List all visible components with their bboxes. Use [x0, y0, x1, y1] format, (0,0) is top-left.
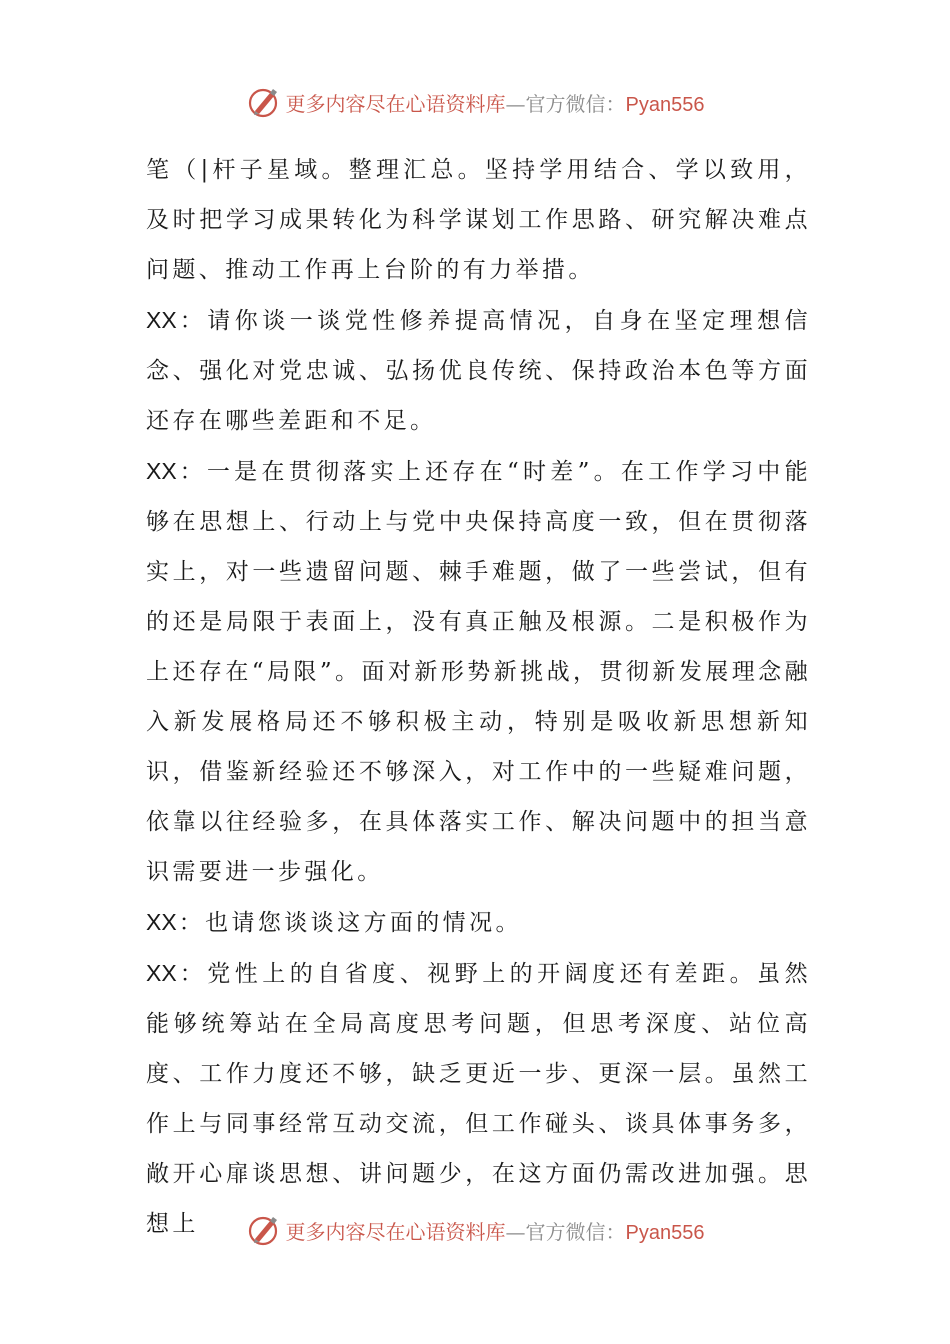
- speaker-label: XX: [146, 458, 177, 484]
- banner-wechat-id: Pyan556: [625, 93, 705, 116]
- speaker-label: XX: [146, 307, 177, 333]
- paragraph: [146, 145, 811, 295]
- speaker-label: XX: [146, 909, 177, 935]
- paragraph: [146, 446, 811, 897]
- paragraph-text: ：一是在贯彻落实上还存在“时差”。在工作学习中能够在思想上、行动上与党中央保持高度一致，但在贯彻落实上，对一些遗留问题、棘手难题，做了一些尝试，但有的还是局限于表面上，没有真正触及根源。二是积极作为上还存在“局限”。面对新形势新挑战，贯彻新发展理念融入新发展格局还不够积极主动，特别是吸收新思想新知识，借鉴新经验还不够深入，对工作中的一些疑难问题，依靠以往经验多，在具体落实工作、解决问题中的担当意识需要进一步强化。: [146, 459, 811, 885]
- footer-banner: [0, 1210, 950, 1250]
- banner-main-text: 更多内容尽在心语资料库: [285, 1219, 506, 1244]
- paragraph: [146, 295, 811, 446]
- paragraph-text: ：党性上的自省度、视野上的开阔度还有差距。虽然能够统筹站在全局高度思考问题，但思考深度、站位高度、工作力度还不够，缺乏更近一步、更深一层。虽然工作上与同事经常互动交流，但工作碰头、谈具体事务多，敞开心扉谈思想、讲问题少，在这方面仍需改进加强。思想上: [146, 961, 811, 1237]
- pen-circle-icon: [246, 84, 282, 120]
- header-banner-text: [286, 88, 705, 117]
- paragraph: [146, 948, 811, 1249]
- banner-dash: —: [505, 1219, 526, 1244]
- paragraph-text: ：请你谈一谈党性修养提高情况，自身在坚定理想信念、强化对党忠诚、弘扬优良传统、保持政治本色等方面还存在哪些差距和不足。: [146, 308, 811, 434]
- banner-dash: —: [505, 91, 526, 116]
- pen-circle-icon: [246, 1212, 282, 1248]
- paragraph: [146, 897, 811, 948]
- paragraph-text: ：也请您谈谈这方面的情况。: [178, 910, 522, 936]
- paragraph-text: 笔（|杆子星域。整理汇总。坚持学用结合、学以致用，及时把学习成果转化为科学谋划工作思路、研究解决难点问题、推动工作再上台阶的有力举措。: [146, 157, 811, 283]
- banner-wechat-label: 官方微信：: [525, 91, 626, 116]
- header-banner: [0, 82, 950, 122]
- speaker-label: XX: [146, 960, 177, 986]
- banner-wechat-label: 官方微信：: [525, 1219, 626, 1244]
- banner-main-text: 更多内容尽在心语资料库: [285, 91, 506, 116]
- footer-banner-text: [286, 1216, 705, 1245]
- banner-wechat-id: Pyan556: [625, 1221, 705, 1244]
- document-body: [146, 145, 811, 1249]
